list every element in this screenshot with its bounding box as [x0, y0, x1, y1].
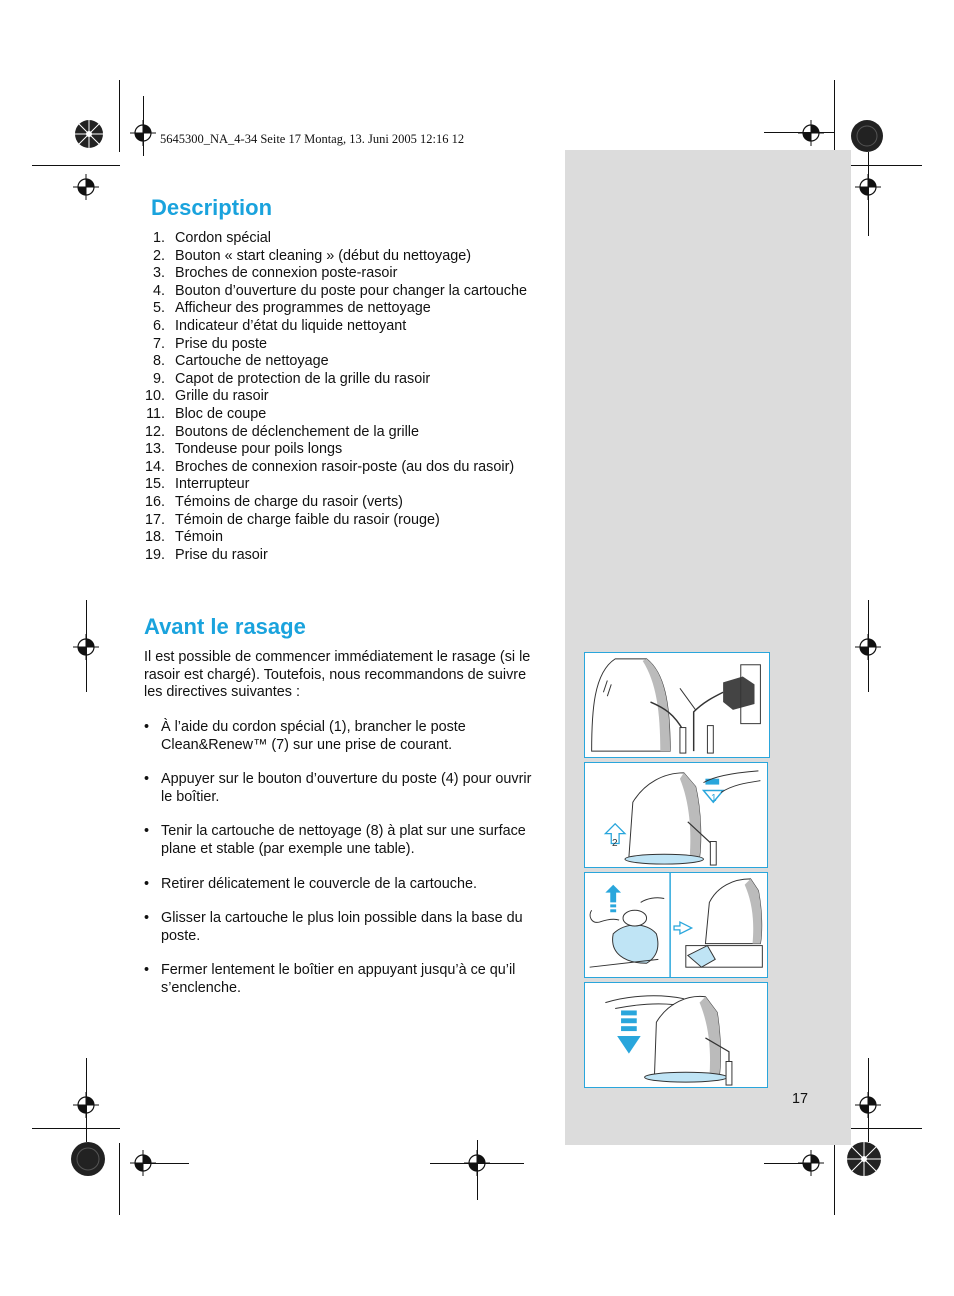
description-item [144, 318, 554, 336]
registration-mark [74, 119, 104, 149]
item-number: 18. [144, 529, 165, 546]
page-number: 17 [792, 1091, 809, 1107]
intro-paragraph: Il est possible de commencer immédiatement le rasage (si le rasoir est chargé). Toutefois, nous recommandons de suivre les directives suivantes : [144, 649, 531, 701]
item-text: Témoin [175, 529, 223, 546]
instruction-list [144, 719, 544, 1015]
item-text: Broches de connexion poste-rasoir [175, 265, 398, 282]
crop-line [834, 80, 835, 152]
print-header: 5645300_NA_4-34 Seite 17 Montag, 13. Juni 2005 12:16 12 [160, 132, 465, 146]
item-text: Boutons de déclenchement de la grille [175, 423, 420, 440]
item-text: Bloc de coupe [175, 405, 267, 422]
crop-line [477, 1140, 478, 1200]
item-number: 4. [152, 282, 165, 299]
item-text: Indicateur d’état du liquide nettoyant [175, 317, 407, 334]
item-number: 17. [144, 511, 165, 528]
section-title-avant: Avant le rasage [144, 614, 306, 639]
figure-insert-cartridge [584, 872, 768, 978]
crop-line [868, 600, 869, 692]
description-item [144, 230, 554, 248]
instruction-item: • Tenir la cartouche de nettoyage (8) à plat sur une surface plane et stable (par exemple une table). [144, 823, 544, 858]
crop-line [86, 1058, 87, 1142]
item-text: Bouton « start cleaning » (début du nettoyage) [175, 247, 472, 264]
crosshair-mark [73, 174, 99, 200]
description-item [144, 424, 554, 442]
description-item [144, 494, 554, 512]
registration-mark [846, 1141, 882, 1177]
description-list [144, 230, 554, 564]
item-text: Cartouche de nettoyage [175, 353, 329, 370]
item-number: 7. [152, 335, 165, 352]
item-text: Cordon spécial [175, 230, 271, 246]
item-text: Afficheur des programmes de nettoyage [175, 300, 431, 317]
item-number: 10. [144, 388, 165, 405]
item-text: Témoin de charge faible du rasoir (rouge) [175, 511, 440, 528]
crop-line [32, 165, 120, 166]
description-item [144, 529, 554, 547]
crop-line [834, 1143, 835, 1215]
instruction-item: • À l’aide du cordon spécial (1), brancher le poste Clean&Renew™ (7) sur une prise de courant. [144, 719, 544, 754]
crop-line [764, 1163, 810, 1164]
item-text: Broches de connexion rasoir-poste (au dos du rasoir) [175, 458, 515, 475]
item-number: 2. [152, 247, 165, 264]
item-text: Capot de protection de la grille du rasoir [175, 370, 431, 387]
crop-line [119, 80, 120, 152]
crop-line [143, 96, 144, 156]
item-number: 13. [144, 441, 165, 458]
crop-line [430, 1163, 524, 1164]
description-item [144, 371, 554, 389]
item-number: 11. [146, 405, 165, 422]
item-number: 3. [152, 265, 165, 282]
crosshair-mark [798, 120, 824, 146]
item-text: Témoins de charge du rasoir (verts) [175, 493, 403, 510]
registration-mark [70, 1141, 106, 1177]
item-text: Prise du rasoir [175, 546, 268, 563]
instruction-item: • Glisser la cartouche le plus loin possible dans la base du poste. [144, 910, 544, 945]
crop-line [868, 152, 869, 236]
crop-line [143, 1163, 189, 1164]
description-item [144, 388, 554, 406]
crop-line [868, 1058, 869, 1142]
crop-line [764, 132, 834, 133]
item-number: 6. [152, 317, 165, 334]
description-item [144, 406, 554, 424]
item-number: 16. [144, 493, 165, 510]
crop-line [32, 1128, 120, 1129]
figure-plug-in [584, 652, 770, 758]
item-text: Prise du poste [175, 335, 267, 352]
description-item [144, 476, 554, 494]
description-item [144, 441, 554, 459]
item-text: Grille du rasoir [175, 388, 269, 405]
item-number: 5. [152, 300, 165, 317]
item-number: 12. [144, 423, 165, 440]
description-item [144, 336, 554, 354]
item-number: 15. [144, 476, 165, 493]
crop-line [119, 1143, 120, 1215]
description-item [144, 283, 554, 301]
item-number: 8. [152, 353, 165, 370]
figure-close-station [584, 982, 768, 1088]
figure-callout-1: 1 [711, 793, 717, 804]
item-text: Tondeuse pour poils longs [175, 441, 343, 458]
instruction-item: • Appuyer sur le bouton d’ouverture du poste (4) pour ouvrir le boîtier. [144, 771, 544, 806]
figure-open-station [584, 762, 768, 868]
description-item [144, 459, 554, 477]
figure-callout-2: 2 [612, 838, 618, 849]
instruction-item: • Retirer délicatement le couvercle de la cartouche. [144, 876, 544, 894]
description-item [144, 300, 554, 318]
item-text: Bouton d’ouverture du poste pour changer la cartouche [175, 282, 528, 299]
registration-mark [850, 119, 884, 153]
instruction-item: • Fermer lentement le boîtier en appuyant jusqu’à ce qu’il s’enclenche. [144, 962, 544, 997]
description-item [144, 248, 554, 266]
item-number: 14. [144, 458, 165, 475]
crop-line [86, 600, 87, 692]
item-number: 19. [144, 546, 165, 563]
description-item [144, 265, 554, 283]
item-number: 1. [152, 230, 165, 246]
item-text: Interrupteur [175, 476, 250, 493]
description-item [144, 353, 554, 371]
description-item [144, 547, 554, 565]
section-title-description: Description [151, 195, 273, 220]
item-number: 9. [152, 370, 165, 387]
description-item [144, 512, 554, 530]
